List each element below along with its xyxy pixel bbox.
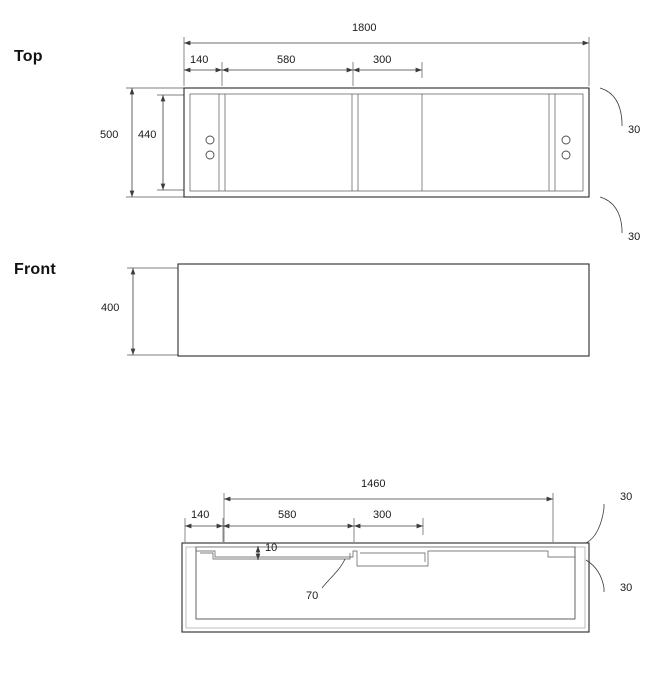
- dim-label-top-1800: 1800: [352, 22, 377, 34]
- front-view-body: [178, 264, 589, 356]
- dim-label-section-140: 140: [191, 509, 210, 521]
- dim-label-section-70: 70: [306, 590, 319, 602]
- view-title-top: Top: [14, 48, 43, 65]
- dim-label-section-10: 10: [265, 542, 278, 554]
- view-title-front: Front: [14, 261, 56, 278]
- dim-label-top-580: 580: [277, 54, 296, 66]
- dim-label-top-radius-upper: 30: [628, 124, 641, 136]
- dim-label-front-400: 400: [101, 302, 120, 314]
- section-dim-segments: [185, 518, 423, 542]
- top-dim-depths: [126, 88, 190, 197]
- top-radius-leaders: [600, 88, 622, 233]
- dim-label-top-300: 300: [373, 54, 392, 66]
- dim-label-section-300: 300: [373, 509, 392, 521]
- dim-label-top-500: 500: [100, 129, 119, 141]
- dim-label-section-radius-lower: 30: [620, 582, 633, 594]
- dim-label-section-580: 580: [278, 509, 297, 521]
- dim-label-top-440: 440: [138, 129, 157, 141]
- dim-label-section-1460: 1460: [361, 478, 386, 490]
- dim-label-section-radius-upper: 30: [620, 491, 633, 503]
- dim-label-top-radius-lower: 30: [628, 231, 641, 243]
- section-view-body: [182, 543, 589, 632]
- top-view-body: [184, 88, 589, 197]
- dim-label-top-140: 140: [190, 54, 209, 66]
- front-dim-400: [127, 268, 178, 355]
